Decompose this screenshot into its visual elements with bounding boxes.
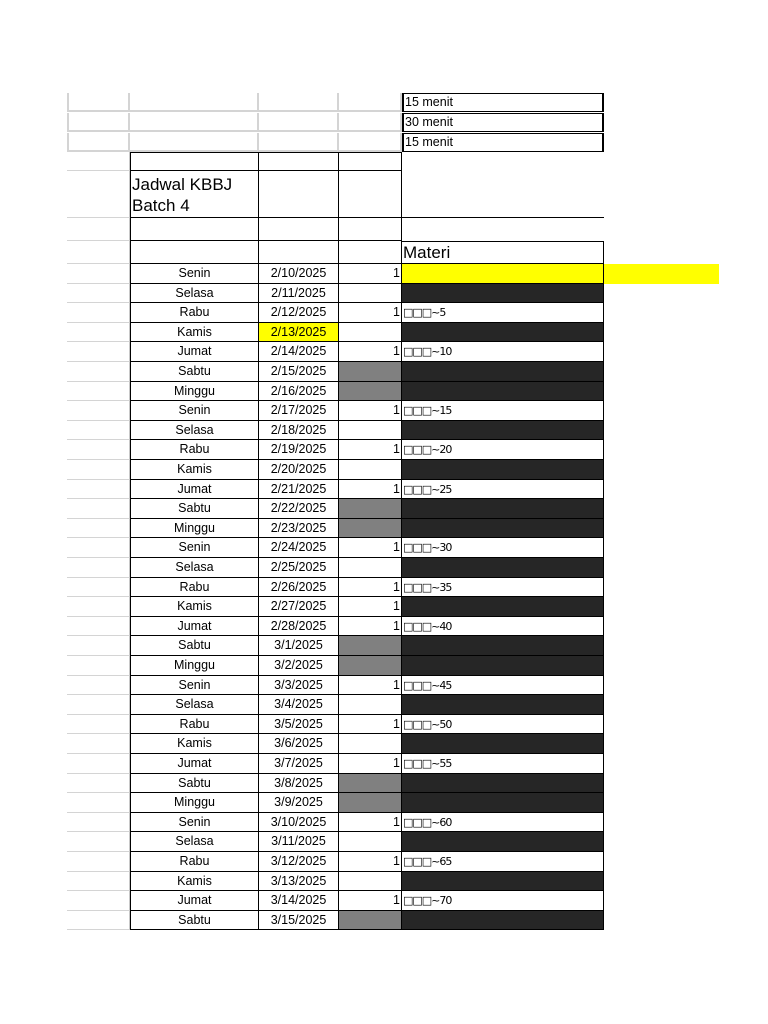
count-cell[interactable]	[339, 323, 402, 343]
highlight-bar	[604, 264, 719, 284]
cell[interactable]	[130, 113, 259, 132]
row-header-cell[interactable]	[67, 382, 130, 402]
row-header-cell[interactable]	[67, 872, 130, 892]
count-cell[interactable]	[339, 695, 402, 715]
row-header-cell[interactable]	[67, 754, 130, 774]
cell[interactable]	[130, 241, 259, 264]
day-cell[interactable]: Rabu	[130, 303, 259, 323]
cell[interactable]	[259, 171, 339, 218]
materi-cell[interactable]	[402, 519, 604, 539]
day-cell[interactable]: Minggu	[130, 793, 259, 813]
date-cell[interactable]: 2/24/2025	[259, 538, 339, 558]
date-cell[interactable]: 2/19/2025	[259, 440, 339, 460]
materi-cell[interactable]	[402, 538, 604, 558]
row-header-cell[interactable]	[67, 519, 130, 539]
count-cell[interactable]: 1	[339, 891, 402, 911]
cell[interactable]	[259, 152, 339, 171]
count-cell[interactable]	[339, 421, 402, 441]
day-cell[interactable]: Kamis	[130, 597, 259, 617]
materi-cell[interactable]	[402, 362, 604, 382]
row-header-cell[interactable]	[67, 793, 130, 813]
materi-text: □□□~5	[403, 306, 446, 320]
row-header-cell[interactable]	[67, 460, 130, 480]
count-cell[interactable]: 1	[339, 401, 402, 421]
day-cell[interactable]: Minggu	[130, 519, 259, 539]
row-header-cell[interactable]	[67, 264, 130, 284]
row-header-cell[interactable]	[67, 499, 130, 519]
day-cell[interactable]: Rabu	[130, 578, 259, 598]
date-cell[interactable]: 2/25/2025	[259, 558, 339, 578]
date-cell[interactable]: 2/21/2025	[259, 480, 339, 500]
materi-text: □□□~40	[403, 619, 452, 633]
count-cell[interactable]	[339, 558, 402, 578]
day-cell[interactable]: Senin	[130, 401, 259, 421]
materi-text: □□□~30	[403, 541, 452, 555]
count-cell[interactable]	[339, 636, 402, 656]
day-cell[interactable]: Sabtu	[130, 911, 259, 931]
count-cell[interactable]: 1	[339, 440, 402, 460]
materi-cell[interactable]	[402, 460, 604, 480]
materi-cell[interactable]	[402, 734, 604, 754]
date-cell[interactable]: 3/14/2025	[259, 891, 339, 911]
day-cell[interactable]: Kamis	[130, 460, 259, 480]
materi-cell[interactable]	[402, 440, 604, 460]
count-cell[interactable]: 1	[339, 676, 402, 696]
row-header-cell[interactable]	[67, 342, 130, 362]
day-cell[interactable]: Sabtu	[130, 499, 259, 519]
materi-cell[interactable]	[402, 754, 604, 774]
date-cell[interactable]: 3/8/2025	[259, 774, 339, 794]
duration-cell[interactable]: 30 menit	[402, 113, 604, 132]
day-cell[interactable]: Minggu	[130, 656, 259, 676]
materi-text: □□□~20	[403, 443, 452, 457]
cell[interactable]	[130, 152, 259, 171]
materi-text: □□□~10	[403, 345, 452, 359]
materi-cell[interactable]	[402, 872, 604, 892]
date-cell[interactable]: 3/2/2025	[259, 656, 339, 676]
materi-cell[interactable]	[402, 499, 604, 519]
date-cell[interactable]: 2/11/2025	[259, 284, 339, 304]
count-cell[interactable]: 1	[339, 617, 402, 637]
title-line-1: Jadwal KBBJ	[132, 175, 233, 194]
count-cell[interactable]	[339, 519, 402, 539]
day-cell[interactable]: Selasa	[130, 421, 259, 441]
materi-cell[interactable]	[402, 911, 604, 931]
date-cell[interactable]: 2/20/2025	[259, 460, 339, 480]
count-cell[interactable]: 1	[339, 597, 402, 617]
materi-cell[interactable]	[402, 382, 604, 402]
row-header-cell[interactable]	[67, 832, 130, 852]
cell[interactable]	[259, 93, 339, 112]
cell[interactable]	[67, 113, 130, 132]
materi-cell[interactable]	[402, 578, 604, 598]
date-cell[interactable]: 2/18/2025	[259, 421, 339, 441]
date-cell[interactable]: 2/14/2025	[259, 342, 339, 362]
cell[interactable]	[339, 93, 402, 112]
date-cell[interactable]: 3/11/2025	[259, 832, 339, 852]
date-cell[interactable]: 3/15/2025	[259, 911, 339, 931]
materi-cell[interactable]	[402, 852, 604, 872]
row-header-cell[interactable]	[67, 734, 130, 754]
cell[interactable]	[67, 152, 130, 171]
count-cell[interactable]	[339, 382, 402, 402]
count-cell[interactable]: 1	[339, 303, 402, 323]
day-cell[interactable]: Selasa	[130, 558, 259, 578]
count-cell[interactable]	[339, 774, 402, 794]
day-cell[interactable]: Senin	[130, 813, 259, 833]
materi-text: □□□~70	[403, 894, 452, 908]
materi-cell[interactable]	[402, 676, 604, 696]
cell[interactable]	[67, 218, 130, 241]
title-line-2: Batch 4	[132, 196, 190, 215]
count-cell[interactable]	[339, 872, 402, 892]
cell[interactable]	[259, 113, 339, 132]
cell[interactable]	[402, 171, 604, 218]
count-cell[interactable]	[339, 460, 402, 480]
materi-cell[interactable]	[402, 695, 604, 715]
materi-cell[interactable]	[402, 558, 604, 578]
row-header-cell[interactable]	[67, 636, 130, 656]
row-header-cell[interactable]	[67, 538, 130, 558]
materi-text: □□□~25	[403, 482, 452, 496]
date-cell[interactable]: 3/12/2025	[259, 852, 339, 872]
count-cell[interactable]: 1	[339, 264, 402, 284]
duration-cell[interactable]: 15 menit	[402, 93, 604, 112]
count-cell[interactable]: 1	[339, 578, 402, 598]
date-cell[interactable]: 2/23/2025	[259, 519, 339, 539]
day-cell[interactable]: Rabu	[130, 852, 259, 872]
cell[interactable]	[67, 93, 130, 112]
materi-text: □□□~55	[403, 757, 452, 770]
row-header-cell[interactable]	[67, 558, 130, 578]
materi-cell[interactable]	[402, 715, 604, 735]
row-header-cell[interactable]	[67, 676, 130, 696]
row-header-cell[interactable]	[67, 323, 130, 343]
day-cell[interactable]: Jumat	[130, 754, 259, 774]
date-cell[interactable]: 2/28/2025	[259, 617, 339, 637]
row-header-cell[interactable]	[67, 715, 130, 735]
cell[interactable]	[67, 171, 130, 218]
date-cell[interactable]: 3/13/2025	[259, 872, 339, 892]
date-cell[interactable]: 2/26/2025	[259, 578, 339, 598]
cell[interactable]	[259, 133, 339, 152]
day-cell[interactable]: Rabu	[130, 440, 259, 460]
count-cell[interactable]: 1	[339, 715, 402, 735]
row-header-cell[interactable]	[67, 362, 130, 382]
row-header-cell[interactable]	[67, 284, 130, 304]
materi-cell[interactable]	[402, 597, 604, 617]
materi-cell[interactable]	[402, 284, 604, 304]
count-cell[interactable]: 1	[339, 342, 402, 362]
date-cell[interactable]: 3/7/2025	[259, 754, 339, 774]
count-cell[interactable]	[339, 362, 402, 382]
cell[interactable]	[339, 113, 402, 132]
materi-text: □□□~60	[403, 815, 452, 829]
row-header-cell[interactable]	[67, 813, 130, 833]
materi-cell[interactable]	[402, 636, 604, 656]
date-cell[interactable]: 2/16/2025	[259, 382, 339, 402]
day-cell[interactable]: Kamis	[130, 872, 259, 892]
day-cell[interactable]: Selasa	[130, 284, 259, 304]
row-header-cell[interactable]	[67, 480, 130, 500]
day-cell[interactable]: Senin	[130, 676, 259, 696]
row-header-cell[interactable]	[67, 303, 130, 323]
date-cell[interactable]: 2/10/2025	[259, 264, 339, 284]
count-cell[interactable]: 1	[339, 754, 402, 774]
count-cell[interactable]: 1	[339, 852, 402, 872]
date-cell[interactable]: 3/6/2025	[259, 734, 339, 754]
day-cell[interactable]: Senin	[130, 538, 259, 558]
day-cell[interactable]: Jumat	[130, 342, 259, 362]
count-cell[interactable]	[339, 656, 402, 676]
day-cell[interactable]: Jumat	[130, 480, 259, 500]
date-cell[interactable]: 2/22/2025	[259, 499, 339, 519]
row-header-cell[interactable]	[67, 774, 130, 794]
cell[interactable]	[339, 152, 402, 171]
row-header-cell[interactable]	[67, 421, 130, 441]
date-cell[interactable]: 2/12/2025	[259, 303, 339, 323]
materi-text: □□□~50	[403, 717, 452, 731]
count-cell[interactable]	[339, 793, 402, 813]
count-cell[interactable]	[339, 911, 402, 931]
cell[interactable]	[67, 133, 130, 152]
day-cell[interactable]: Sabtu	[130, 636, 259, 656]
count-cell[interactable]	[339, 734, 402, 754]
date-cell[interactable]: 2/17/2025	[259, 401, 339, 421]
row-header-cell[interactable]	[67, 695, 130, 715]
materi-cell[interactable]	[402, 401, 604, 421]
materi-text: □□□~65	[403, 855, 452, 868]
cell[interactable]	[130, 93, 259, 112]
duration-cell[interactable]: 15 menit	[402, 133, 604, 152]
date-cell[interactable]: 3/5/2025	[259, 715, 339, 735]
date-cell[interactable]: 2/27/2025	[259, 597, 339, 617]
cell[interactable]	[130, 218, 259, 241]
day-cell[interactable]: Selasa	[130, 695, 259, 715]
cell[interactable]	[339, 171, 402, 218]
row-header-cell[interactable]	[67, 401, 130, 421]
cell[interactable]	[259, 218, 339, 241]
date-cell[interactable]: 2/13/2025	[259, 323, 339, 343]
cell[interactable]	[67, 241, 130, 264]
day-cell[interactable]: Kamis	[130, 323, 259, 343]
cell[interactable]	[339, 218, 402, 241]
cell[interactable]	[339, 241, 402, 264]
day-cell[interactable]: Selasa	[130, 832, 259, 852]
materi-cell[interactable]	[402, 617, 604, 637]
materi-cell[interactable]	[402, 813, 604, 833]
materi-text: □□□~35	[403, 580, 452, 594]
materi-cell[interactable]	[402, 421, 604, 441]
row-header-cell[interactable]	[67, 597, 130, 617]
materi-cell[interactable]	[402, 891, 604, 911]
day-cell[interactable]: Rabu	[130, 715, 259, 735]
day-cell[interactable]: Jumat	[130, 891, 259, 911]
materi-cell[interactable]	[402, 264, 604, 284]
date-cell[interactable]: 2/15/2025	[259, 362, 339, 382]
materi-cell[interactable]	[402, 656, 604, 676]
materi-cell[interactable]	[402, 323, 604, 343]
date-cell[interactable]: 3/10/2025	[259, 813, 339, 833]
materi-cell[interactable]	[402, 832, 604, 852]
cell[interactable]	[130, 133, 259, 152]
materi-header[interactable]: Materi	[402, 241, 604, 264]
materi-cell[interactable]	[402, 303, 604, 323]
day-cell[interactable]: Kamis	[130, 734, 259, 754]
row-header-cell[interactable]	[67, 852, 130, 872]
day-cell[interactable]: Sabtu	[130, 362, 259, 382]
day-cell[interactable]: Jumat	[130, 617, 259, 637]
count-cell[interactable]	[339, 284, 402, 304]
materi-text: □□□~45	[403, 678, 452, 692]
row-header-cell[interactable]	[67, 440, 130, 460]
day-cell[interactable]: Minggu	[130, 382, 259, 402]
date-cell[interactable]: 3/9/2025	[259, 793, 339, 813]
count-cell[interactable]: 1	[339, 538, 402, 558]
date-cell[interactable]: 3/3/2025	[259, 676, 339, 696]
day-cell[interactable]: Senin	[130, 264, 259, 284]
date-cell[interactable]: 3/1/2025	[259, 636, 339, 656]
count-cell[interactable]	[339, 832, 402, 852]
date-cell[interactable]: 3/4/2025	[259, 695, 339, 715]
cell[interactable]	[259, 241, 339, 264]
row-header-cell[interactable]	[67, 656, 130, 676]
day-cell[interactable]: Sabtu	[130, 774, 259, 794]
count-cell[interactable]	[339, 499, 402, 519]
row-header-cell[interactable]	[67, 578, 130, 598]
materi-cell[interactable]	[402, 793, 604, 813]
schedule-title[interactable]	[130, 171, 259, 218]
count-cell[interactable]: 1	[339, 813, 402, 833]
materi-cell[interactable]	[402, 774, 604, 794]
materi-cell[interactable]	[402, 342, 604, 362]
materi-text: □□□~15	[403, 404, 452, 418]
materi-cell[interactable]	[402, 480, 604, 500]
cell[interactable]	[339, 133, 402, 152]
row-header-cell[interactable]	[67, 891, 130, 911]
count-cell[interactable]: 1	[339, 480, 402, 500]
row-header-cell[interactable]	[67, 617, 130, 637]
row-header-cell[interactable]	[67, 911, 130, 931]
